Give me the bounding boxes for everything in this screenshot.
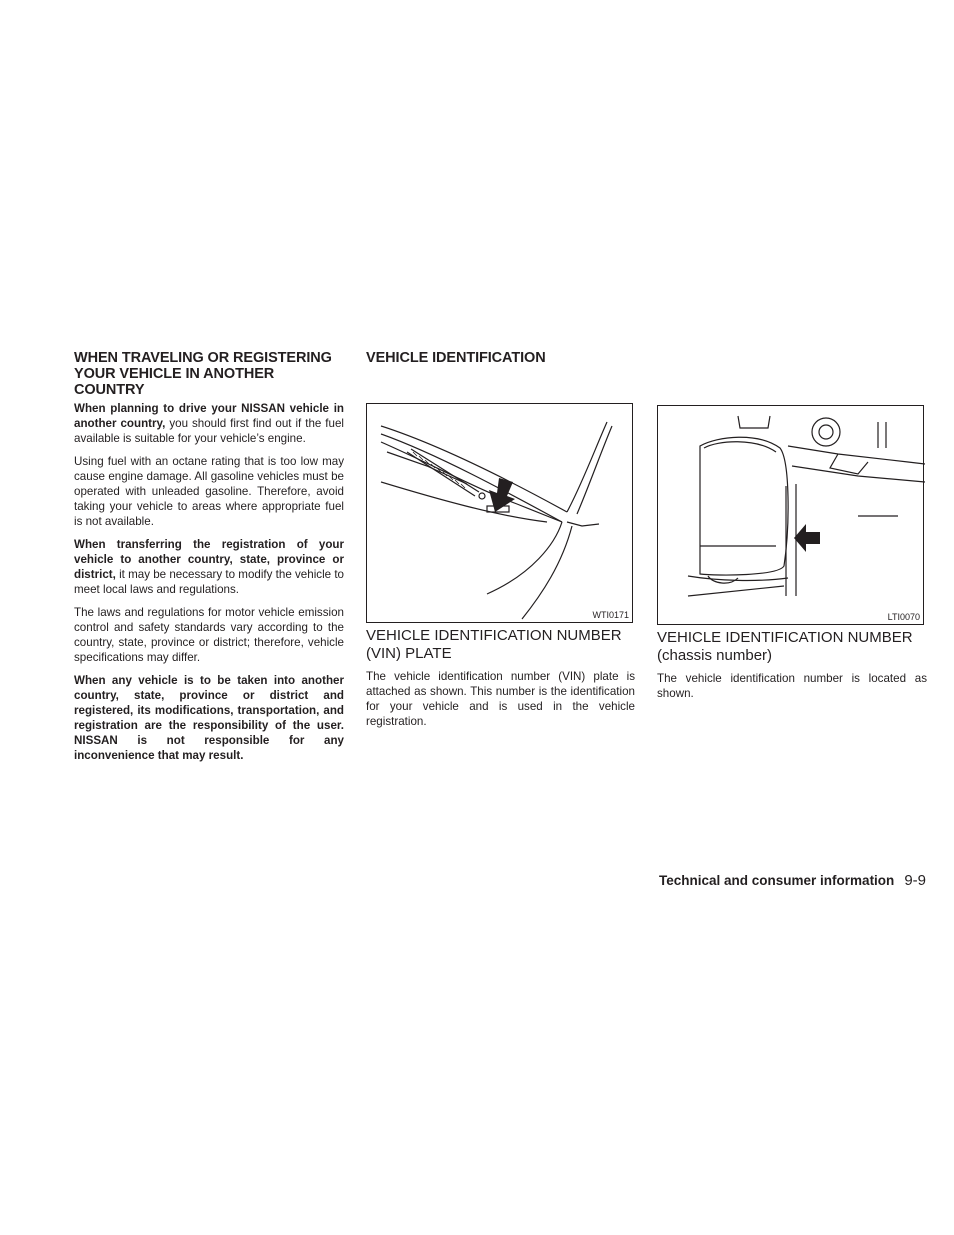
paragraph-planning — [74, 401, 344, 446]
paragraph-octane: Using fuel with an octane rating that is too low may cause engine damage. All gasoline vehicles must be operated with unleaded gasoline. Therefore, avoid taking your vehicle to areas where appropriate fuel is not available. — [74, 455, 344, 528]
vin-plate-illustration — [367, 404, 634, 624]
chassis-number-heading — [657, 629, 927, 665]
paragraph-responsibility: When any vehicle is to be taken into another country, state, province or district and registered, its modifications, transportation, and registration are the responsibility of the user. NISSAN is not responsible for any inconvenience that may result. — [74, 674, 344, 762]
left-column — [74, 350, 344, 771]
vin-plate-heading — [366, 627, 635, 663]
paragraph-registration-lead: When transferring the registration of your vehicle to another country, state, province or district, — [74, 538, 344, 581]
paragraph-laws: The laws and regulations for motor vehicle emission control and safety standards vary according to the country, state, province or district; therefore, vehicle specifications may differ. — [74, 606, 344, 664]
vin-plate-heading-line2: (VIN) PLATE — [366, 645, 452, 662]
section-heading-vehicle-identification: VEHICLE IDENTIFICATION — [366, 350, 546, 366]
right-column — [657, 405, 927, 709]
chassis-number-illustration — [658, 406, 925, 626]
chassis-number-figure — [657, 405, 924, 625]
page-footer — [659, 872, 926, 889]
figure-code-lti0070: LTI0070 — [887, 612, 920, 622]
vin-plate-text: The vehicle identification number (VIN) plate is attached as shown. This number is the identification for your vehicle and is used in the vehicle registration. — [366, 670, 635, 728]
middle-column — [366, 350, 635, 737]
section-heading-traveling: WHEN TRAVELING OR REGISTERING YOUR VEHICLE IN ANOTHER COUNTRY — [74, 350, 332, 398]
chassis-number-text: The vehicle identification number is located as shown. — [657, 672, 927, 700]
paragraph-registration-text: it may be necessary to modify the vehicle to meet local laws and regulations. — [74, 568, 344, 596]
chassis-number-heading-line2: (chassis number) — [657, 647, 773, 664]
paragraph-planning-lead: When planning to drive your NISSAN vehicle in another country, — [74, 402, 344, 430]
figure-code-wti0171: WTI0171 — [592, 610, 629, 620]
page-number: 9-9 — [904, 872, 926, 889]
chassis-number-heading-line1: VEHICLE IDENTIFICATION NUMBER — [657, 629, 913, 646]
paragraph-planning-text: you should first find out if the fuel available is suitable for your vehicle’s engine. — [74, 417, 344, 445]
paragraph-registration — [74, 537, 344, 597]
vin-plate-heading-line1: VEHICLE IDENTIFICATION NUMBER — [366, 627, 622, 644]
footer-section-title: Technical and consumer information — [659, 873, 895, 888]
vin-plate-figure — [366, 403, 633, 623]
chassis-arrow-icon — [794, 524, 820, 552]
